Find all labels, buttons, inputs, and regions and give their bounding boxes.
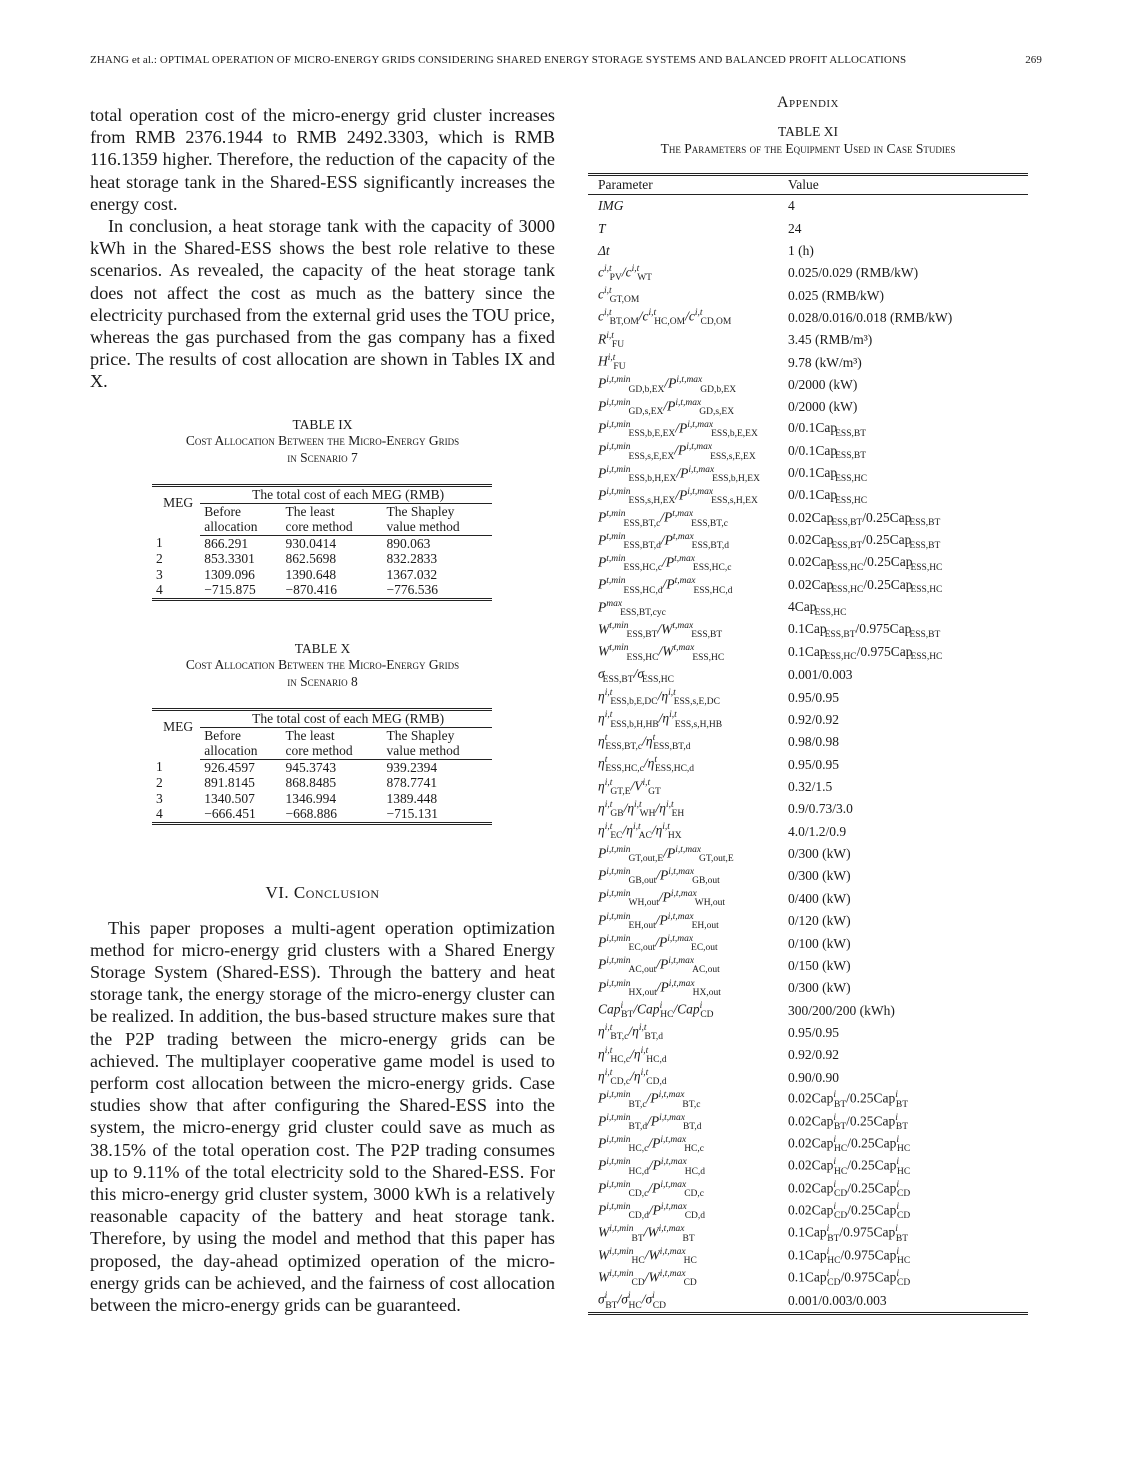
param-value: 9.78 (kW/m³) bbox=[788, 354, 862, 370]
param-value: 24 bbox=[788, 220, 802, 236]
table-row bbox=[588, 1111, 1028, 1133]
param-symbol: $P^{t,min}_{ESS,HC,c}/P^{t,max}_{ESS,HC,c}$ bbox=[598, 554, 732, 574]
table-row bbox=[588, 307, 1028, 329]
table-cell: 926.4597 bbox=[204, 759, 255, 775]
table-row bbox=[588, 843, 1028, 865]
table-cell: 2 bbox=[156, 551, 163, 567]
table-cell: 2 bbox=[156, 775, 163, 791]
param-symbol: $P^{i,t,min}_{GB,out}/P^{i,t,max}_{GB,out}$ bbox=[598, 866, 720, 887]
table-row bbox=[588, 217, 1028, 239]
table-row bbox=[588, 553, 1028, 575]
param-value: 0.1Cap$_{ESS,HC}$/0.975Cap$_{ESS,HC}$ bbox=[788, 643, 943, 663]
table-row bbox=[588, 262, 1028, 284]
table-x-caption-line1: Cost Allocation Between the Micro-Energy Grids bbox=[185, 657, 460, 673]
param-symbol: $P^{i,t,min}_{GT,out,E}/P^{i,t,max}_{GT,out,E}$ bbox=[598, 844, 734, 864]
col-header-value: Value bbox=[788, 175, 1028, 195]
param-symbol: $P^{i,t,min}_{HC,c}/P^{i,t,max}_{HC,c}$ bbox=[598, 1135, 704, 1155]
param-value: 0/120 (kW) bbox=[788, 913, 851, 929]
table-row bbox=[588, 575, 1028, 597]
param-value: 0/300 (kW) bbox=[788, 980, 851, 996]
param-symbol: $P^{t,min}_{ESS,HC,d}/P^{t,max}_{ESS,HC,d}$ bbox=[598, 576, 733, 596]
table-row bbox=[588, 1022, 1028, 1044]
table-row bbox=[588, 374, 1028, 396]
table-row bbox=[588, 709, 1028, 731]
param-value: 0.1Cap$^i_{HC}$/0.975Cap$^i_{HC}$ bbox=[788, 1246, 911, 1266]
param-value: 1 (h) bbox=[788, 242, 814, 258]
param-value: 0.1Cap$^i_{CD}$/0.975Cap$^i_{CD}$ bbox=[788, 1269, 911, 1289]
table-row bbox=[588, 1290, 1028, 1314]
param-value: 0.92/0.92 bbox=[788, 1047, 840, 1063]
table-row bbox=[588, 1178, 1028, 1200]
param-value: 4Cap$_{ESS,HC}$ bbox=[788, 599, 847, 618]
table-ix-caption-line1: Cost Allocation Between the Micro-Energy Grids bbox=[185, 433, 460, 449]
table-x-group-header: The total cost of each MEG (RMB) bbox=[200, 710, 492, 728]
param-symbol: $\eta^t_{ESS,HC,c}/\eta^t_{ESS,HC,d}$ bbox=[598, 755, 695, 775]
table-row bbox=[588, 865, 1028, 887]
param-value: 4 bbox=[788, 198, 795, 214]
table-x-label: TABLE X bbox=[294, 640, 351, 656]
table-row bbox=[588, 1156, 1028, 1178]
param-symbol: $W^{i,t,min}_{HC}/W^{i,t,max}_{HC}$ bbox=[598, 1246, 697, 1266]
table-row bbox=[588, 888, 1028, 910]
table-cell: −870.416 bbox=[282, 582, 383, 599]
table-xi-caption bbox=[588, 124, 1028, 157]
section-title-conclusion: VI. Conclusion bbox=[265, 882, 380, 902]
param-value: 0/400 (kW) bbox=[788, 890, 851, 906]
param-value: 0.001/0.003/0.003 bbox=[788, 1290, 1028, 1314]
table-cell: 945.3743 bbox=[285, 759, 337, 775]
table-row bbox=[152, 551, 492, 567]
table-row bbox=[588, 1200, 1028, 1222]
table-ix-sub2-0: allocation bbox=[200, 519, 281, 535]
table-cell: −666.451 bbox=[200, 806, 281, 823]
table-cell: 930.0414 bbox=[285, 535, 337, 551]
param-symbol: $P^{i,t,min}_{BT,d}/P^{i,t,max}_{BT,d}$ bbox=[598, 1112, 702, 1132]
table-row bbox=[588, 530, 1028, 552]
param-symbol: $\eta^{i,t}_{BT,c}/\eta^{i,t}_{BT,d}$ bbox=[598, 1023, 664, 1043]
paragraph-conclusion: This paper proposes a multi-agent operation optimization method for micro-energy grid clusters with a Shared Energy Storage System (Shared-ESS). Through the battery and heat storage tank, the energy storage of the micro-energy cluster can be realized. In addition, the bus-based structure makes sure that the P2P trading between the micro-energy grids can be achieved. The multiplayer cooperative game model is used to perform cost allocation between the micro-energy grids. Case studies show that after configuring the Shared-ESS into the system, the micro-energy grid cluster could save as much as 38.15% of the total operation cost. The P2P trading consumes up to 9.11% of the total electricity sold to the Shared-ESS. For this micro-energy grid cluster system, 3000 kWh is a relatively reasonable capacity of the battery and heat storage tank. Therefore, by using the model and method that this paper has proposed, the day-ahead optimized operation of the micro-energy grids can be achieved, and the fairness of cost allocation between the micro-energy grids can be guaranteed. bbox=[90, 917, 555, 1316]
table-x-sub1-0: Before bbox=[204, 727, 241, 743]
table-row bbox=[588, 597, 1028, 619]
param-value: 300/200/200 (kWh) bbox=[788, 1002, 895, 1018]
table-cell: 1390.648 bbox=[285, 566, 337, 582]
param-symbol: $W^{t,min}_{ESS,HC}/W^{t,max}_{ESS,HC}$ bbox=[598, 643, 725, 663]
table-cell: −715.875 bbox=[200, 582, 281, 599]
table-cell: 832.2833 bbox=[386, 551, 438, 567]
param-value: 0/2000 (kW) bbox=[788, 376, 858, 392]
table-row bbox=[588, 240, 1028, 262]
table-row bbox=[588, 463, 1028, 485]
running-header bbox=[90, 54, 1042, 66]
param-value: 0/300 (kW) bbox=[788, 846, 851, 862]
table-row bbox=[152, 759, 492, 775]
table-x bbox=[152, 708, 492, 825]
param-value: 0.001/0.003 bbox=[788, 667, 853, 683]
table-ix-sub1-1: The least bbox=[285, 503, 335, 519]
param-value: 0.02Cap$^i_{BT}$/0.25Cap$^i_{BT}$ bbox=[788, 1112, 909, 1132]
param-value: 0/0.1Cap$_{ESS,HC}$ bbox=[788, 487, 868, 506]
param-value: 0.025/0.029 (RMB/kW) bbox=[788, 265, 919, 281]
table-cell: −776.536 bbox=[382, 582, 492, 599]
table-row bbox=[588, 329, 1028, 351]
param-value: 0.95/0.95 bbox=[788, 689, 840, 705]
table-row bbox=[588, 664, 1028, 686]
table-cell: 1309.096 bbox=[204, 566, 255, 582]
table-x-sub1-2: The Shapley bbox=[386, 727, 455, 743]
table-row bbox=[152, 582, 492, 599]
table-row bbox=[588, 821, 1028, 843]
table-ix-label: TABLE IX bbox=[292, 416, 353, 432]
table-row bbox=[588, 1044, 1028, 1066]
table-row bbox=[588, 396, 1028, 418]
table-row bbox=[588, 1245, 1028, 1267]
table-row bbox=[588, 1133, 1028, 1155]
param-symbol: $P^{i,t,min}_{GD,b,EX}/P^{i,t,max}_{GD,b,EX}$ bbox=[598, 375, 737, 395]
table-row bbox=[588, 1268, 1028, 1290]
param-value: 0.92/0.92 bbox=[788, 712, 840, 728]
param-symbol: $c^{i,t}_{PV}/c^{i,t}_{WT}$ bbox=[598, 263, 652, 283]
param-symbol: $c^{i,t}_{BT,OM}/c^{i,t}_{HC,OM}/c^{i,t}_{CD,OM}$ bbox=[598, 308, 732, 328]
param-symbol: $\eta^{i,t}_{ESS,b,H,HB}/\eta^{i,t}_{ESS,s,H,HB}$ bbox=[598, 710, 723, 730]
param-value: 0.02Cap$^i_{CD}$/0.25Cap$^i_{CD}$ bbox=[788, 1202, 911, 1222]
table-row bbox=[588, 910, 1028, 932]
table-row bbox=[152, 791, 492, 807]
param-symbol: $P^{i,t,min}_{HC,d}/P^{i,t,max}_{HC,d}$ bbox=[598, 1157, 706, 1177]
param-symbol: $\eta^{i,t}_{EC}/\eta^{i,t}_{AC}/\eta^{i,t}_{HX}$ bbox=[598, 822, 682, 842]
table-xi-label: TABLE XI bbox=[777, 124, 839, 139]
table-cell: 853.3301 bbox=[204, 551, 255, 567]
param-symbol: $P^{max}_{ESS,BT,cyc}$ bbox=[598, 598, 666, 618]
param-value: 0.95/0.95 bbox=[788, 1024, 840, 1040]
table-ix-sub2-2: value method bbox=[382, 519, 492, 535]
param-symbol: H$^{i,t}_{FU}$ bbox=[598, 352, 626, 373]
param-symbol: $\sigma^i_{BT}/\sigma^i_{HC}/\sigma^i_{CD}$ bbox=[588, 1290, 788, 1314]
param-symbol: $P^{i,t,min}_{ESS,b,H,EX}/P^{i,t,max}_{ESS,b,H,EX}$ bbox=[598, 464, 760, 484]
table-xi-caption-text: The Parameters of the Equipment Used in Case Studies bbox=[660, 140, 956, 156]
param-symbol: $P^{i,t,min}_{HX,out}/P^{i,t,max}_{HX,out}$ bbox=[598, 978, 721, 998]
param-symbol: $\eta^{i,t}_{GT,E}/V^{i,t}_{GT}$ bbox=[598, 777, 661, 797]
table-x-sub1-1: The least bbox=[285, 727, 335, 743]
table-row bbox=[588, 620, 1028, 642]
param-symbol: $\eta^{i,t}_{GB}/\eta^{i,t}_{WH}/\eta^{i,t}_{EH}$ bbox=[598, 799, 685, 820]
table-cell: 866.291 bbox=[204, 535, 249, 551]
table-row bbox=[588, 485, 1028, 507]
param-value: 0.025 (RMB/kW) bbox=[788, 287, 884, 303]
param-value: 4.0/1.2/0.9 bbox=[788, 823, 847, 839]
table-ix-group-header: The total cost of each MEG (RMB) bbox=[200, 486, 492, 504]
table-row bbox=[588, 508, 1028, 530]
param-value: 3.45 (RMB/m³) bbox=[788, 332, 873, 348]
param-symbol: $P^{i,t,min}_{GD,s,EX}/P^{i,t,max}_{GD,s,EX}$ bbox=[598, 397, 735, 417]
table-cell: 4 bbox=[152, 806, 200, 823]
param-value: 0/150 (kW) bbox=[788, 957, 851, 973]
param-value: 0.02Cap$_{ESS,HC}$/0.25Cap$_{ESS,HC}$ bbox=[788, 576, 943, 596]
param-symbol: Δt bbox=[598, 242, 610, 258]
table-row bbox=[588, 284, 1028, 306]
col-header-parameter: Parameter bbox=[588, 175, 788, 195]
param-value: 0/2000 (kW) bbox=[788, 399, 858, 415]
appendix-title: Appendix bbox=[776, 94, 839, 111]
param-symbol: $P^{i,t,min}_{ESS,s,E,EX}/P^{i,t,max}_{ESS,s,E,EX}$ bbox=[598, 442, 756, 462]
table-x-caption-line2: in Scenario 8 bbox=[287, 673, 358, 689]
table-x-sub2-0: allocation bbox=[200, 743, 281, 759]
param-symbol: Cap$^i_{BT}$/Cap$^i_{HC}$/Cap$^i_{CD}$ bbox=[598, 1000, 714, 1021]
table-cell: 1340.507 bbox=[204, 790, 255, 806]
table-cell: 1367.032 bbox=[386, 566, 438, 582]
table-row bbox=[588, 731, 1028, 753]
table-row bbox=[588, 776, 1028, 798]
left-column bbox=[90, 104, 555, 1316]
running-title: ZHANG et al.: OPTIMAL OPERATION OF MICRO-ENERGY GRIDS CONSIDERING SHARED ENERGY STORAGE SYSTEMS AND BALANCED PROFIT ALLOCATIONS bbox=[90, 54, 907, 66]
table-row bbox=[588, 798, 1028, 820]
table-cell: 1 bbox=[156, 759, 163, 775]
table-ix-col-meg: MEG bbox=[152, 486, 200, 536]
param-symbol: $P^{i,t,min}_{CD,d}/P^{i,t,max}_{CD,d}$ bbox=[598, 1202, 706, 1222]
param-table-body bbox=[588, 195, 1028, 1314]
param-value: 0/100 (kW) bbox=[788, 935, 851, 951]
param-symbol: $P^{t,min}_{ESS,BT,c}/P^{t,max}_{ESS,BT,c}$ bbox=[598, 509, 728, 529]
table-cell: 890.063 bbox=[386, 535, 431, 551]
table-row bbox=[588, 754, 1028, 776]
param-symbol: T bbox=[598, 220, 606, 236]
param-symbol: $P^{t,min}_{ESS,BT,d}/P^{t,max}_{ESS,BT,d}$ bbox=[598, 531, 729, 551]
table-row bbox=[588, 195, 1028, 218]
param-value: 0.02Cap$^i_{HC}$/0.25Cap$^i_{HC}$ bbox=[788, 1157, 911, 1177]
param-value: 0.02Cap$_{ESS,HC}$/0.25Cap$_{ESS,HC}$ bbox=[788, 554, 943, 574]
table-row bbox=[152, 806, 492, 823]
table-cell: 939.2394 bbox=[386, 759, 438, 775]
param-value: 0.02Cap$^i_{BT}$/0.25Cap$^i_{BT}$ bbox=[788, 1090, 909, 1110]
param-symbol: $W^{i,t,min}_{BT}/W^{i,t,max}_{BT}$ bbox=[598, 1224, 695, 1244]
table-cell: 862.5698 bbox=[285, 551, 337, 567]
table-x-sub2-2: value method bbox=[382, 743, 492, 759]
table-ix-sub1-2: The Shapley bbox=[386, 503, 455, 519]
param-value: 0/0.1Cap$_{ESS,BT}$ bbox=[788, 420, 867, 439]
table-row bbox=[588, 1066, 1028, 1088]
param-symbol: $\eta^{i,t}_{ESS,b,E,DC}/\eta^{i,t}_{ESS,s,E,DC}$ bbox=[598, 688, 720, 708]
param-value: 0.02Cap$^i_{CD}$/0.25Cap$^i_{CD}$ bbox=[788, 1179, 911, 1199]
table-row bbox=[588, 999, 1028, 1021]
table-cell: 878.7741 bbox=[386, 775, 438, 791]
param-value: 0.98/0.98 bbox=[788, 734, 840, 750]
table-row bbox=[588, 977, 1028, 999]
table-row bbox=[588, 642, 1028, 664]
param-symbol: $P^{i,t,min}_{CD,c}/P^{i,t,max}_{CD,c}$ bbox=[598, 1179, 704, 1199]
table-cell: 1346.994 bbox=[285, 790, 337, 806]
table-ix-sub2-1: core method bbox=[282, 519, 383, 535]
param-value: 0.90/0.90 bbox=[788, 1069, 840, 1085]
param-symbol: $P^{i,t,min}_{ESS,b,E,EX}/P^{i,t,max}_{ESS,b,E,EX}$ bbox=[598, 420, 758, 440]
table-row bbox=[588, 351, 1028, 373]
param-value: 0/300 (kW) bbox=[788, 868, 851, 884]
param-value: 0.02Cap$^i_{HC}$/0.25Cap$^i_{HC}$ bbox=[788, 1135, 911, 1155]
page-number: 269 bbox=[1025, 54, 1042, 66]
param-value: 0.02Cap$_{ESS,BT}$/0.25Cap$_{ESS,BT}$ bbox=[788, 509, 941, 529]
param-symbol: IMG bbox=[598, 198, 624, 214]
param-symbol: $\sigma_{ESS,BT}/\sigma_{ESS,HC}$ bbox=[598, 666, 674, 685]
table-cell: 1389.448 bbox=[386, 790, 438, 806]
table-ix-sub1-0: Before bbox=[204, 503, 241, 519]
table-row bbox=[152, 567, 492, 583]
table-ix bbox=[152, 484, 492, 601]
right-column bbox=[588, 94, 1028, 1315]
table-cell: 891.8145 bbox=[204, 775, 255, 791]
param-symbol: $\eta^{i,t}_{CD,c}/\eta^{i,t}_{CD,d}$ bbox=[598, 1067, 667, 1088]
param-value: 0.32/1.5 bbox=[788, 779, 833, 795]
table-row bbox=[588, 687, 1028, 709]
table-cell: −715.131 bbox=[382, 806, 492, 823]
param-symbol: $P^{i,t,min}_{ESS,s,H,EX}/P^{i,t,max}_{ESS,s,H,EX}$ bbox=[598, 487, 758, 507]
table-cell: 868.8485 bbox=[285, 775, 337, 791]
param-symbol: R$^{i,t}_{FU}$ bbox=[598, 330, 625, 350]
table-cell: 1 bbox=[156, 535, 163, 551]
param-value: 0/0.1Cap$_{ESS,BT}$ bbox=[788, 442, 867, 462]
paragraph-cost-increase: total operation cost of the micro-energy grid cluster increases from RMB 2376.1944 to RMB 2492.3303, which is RMB 116.1359 higher. Therefore, the reduction of the capacity of the heat storage tank in the Shared-ESS significantly increases the energy cost. bbox=[90, 105, 555, 214]
param-value: 0.02Cap$_{ESS,BT}$/0.25Cap$_{ESS,BT}$ bbox=[788, 531, 941, 551]
param-value: 0.95/0.95 bbox=[788, 756, 840, 772]
param-value: 0.1Cap$_{ESS,BT}$/0.975Cap$_{ESS,BT}$ bbox=[788, 621, 941, 641]
paragraph-conclusion-heat-tank: In conclusion, a heat storage tank with the capacity of 3000 kWh in the Shared-ESS shows the best role relative to these scenarios. As revealed, the capacity of the heat storage tank does not affect the cost as much as the battery since the electricity purchased from the external grid uses the TOU price, whereas the gas purchased from the gas company has a fixed price. The results of cost allocation are shown in Tables IX and X. bbox=[90, 216, 555, 392]
table-xi bbox=[588, 173, 1028, 1315]
table-row bbox=[588, 418, 1028, 440]
param-symbol: $P^{i,t,min}_{EC,out}/P^{i,t,max}_{EC,out}$ bbox=[598, 933, 718, 954]
param-value: 0.9/0.73/3.0 bbox=[788, 801, 853, 817]
table-row bbox=[588, 441, 1028, 463]
param-symbol: $\eta^{i,t}_{HC,c}/\eta^{i,t}_{HC,d}$ bbox=[598, 1045, 667, 1065]
table-x-sub2-1: core method bbox=[282, 743, 383, 759]
table-row bbox=[588, 955, 1028, 977]
table-row bbox=[588, 932, 1028, 954]
table-row bbox=[152, 535, 492, 551]
param-symbol: $P^{i,t,min}_{AC,out}/P^{i,t,max}_{AC,out}$ bbox=[598, 956, 720, 976]
table-cell: −668.886 bbox=[282, 806, 383, 823]
table-ix-caption bbox=[90, 417, 555, 467]
table-cell: 4 bbox=[152, 582, 200, 599]
table-x-caption bbox=[90, 641, 555, 691]
param-value: 0.028/0.016/0.018 (RMB/kW) bbox=[788, 309, 953, 325]
param-symbol: $W^{t,min}_{ESS,BT}/W^{t,max}_{ESS,BT}$ bbox=[598, 621, 723, 641]
table-row bbox=[588, 1223, 1028, 1245]
param-symbol: $P^{i,t,min}_{WH,out}/P^{i,t,max}_{WH,out}$ bbox=[598, 889, 726, 909]
param-value: 0/0.1Cap$_{ESS,HC}$ bbox=[788, 464, 868, 484]
table-x-col-meg: MEG bbox=[152, 710, 200, 760]
table-cell: 3 bbox=[156, 790, 163, 806]
param-symbol: $c^{i,t}_{GT,OM}$ bbox=[598, 285, 640, 306]
param-symbol: $P^{i,t,min}_{EH,out}/P^{i,t,max}_{EH,out}$ bbox=[598, 911, 719, 931]
param-value: 0.1Cap$^i_{BT}$/0.975Cap$^i_{BT}$ bbox=[788, 1224, 909, 1244]
table-ix-caption-line2: in Scenario 7 bbox=[287, 449, 358, 465]
table-row bbox=[152, 775, 492, 791]
param-symbol: $W^{i,t,min}_{CD}/W^{i,t,max}_{CD}$ bbox=[598, 1269, 697, 1289]
param-symbol: $P^{i,t,min}_{BT,c}/P^{i,t,max}_{BT,c}$ bbox=[598, 1090, 701, 1110]
table-cell: 3 bbox=[156, 566, 163, 582]
param-symbol: $\eta^t_{ESS,BT,c}/\eta^t_{ESS,BT,d}$ bbox=[598, 732, 691, 753]
table-row bbox=[588, 1089, 1028, 1111]
